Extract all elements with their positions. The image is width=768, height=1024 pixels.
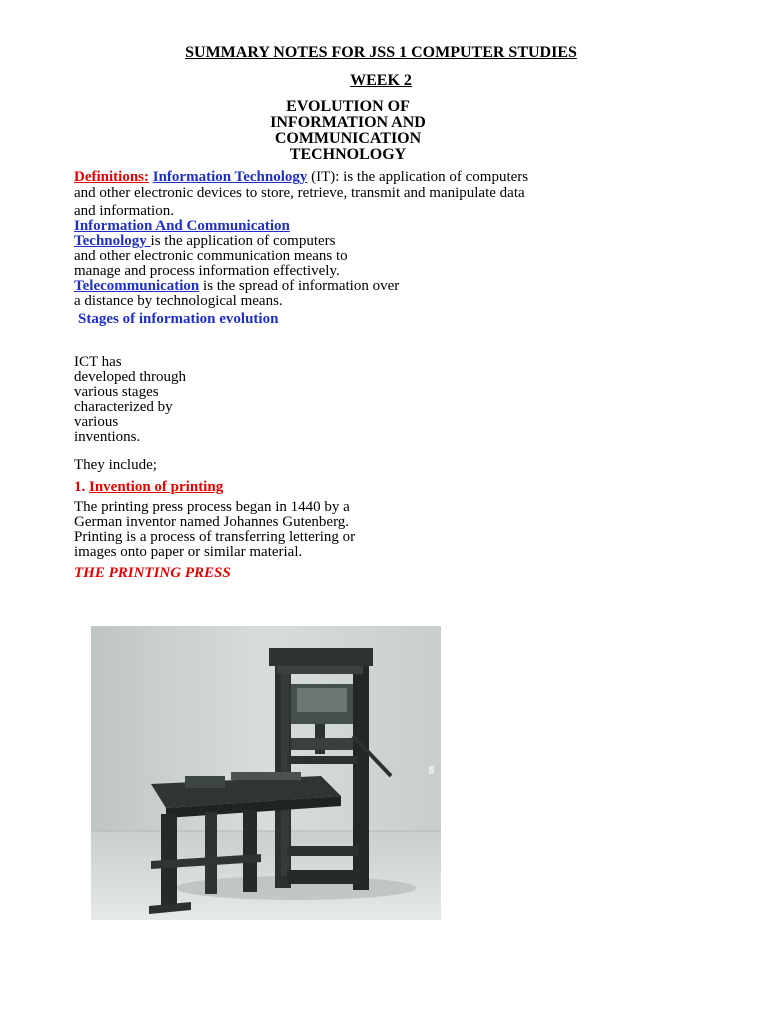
printing-line: The printing press process began in 1440 by a [74, 499, 350, 515]
printing-paragraph [74, 500, 355, 560]
printing-caption: THE PRINTING PRESS [74, 565, 231, 581]
intro-line: ICT has [74, 354, 122, 370]
printing-number: 1. [74, 479, 86, 495]
ict-definition-line: and other electronic communication means to [74, 248, 348, 264]
telecom-definition [74, 279, 399, 294]
definitions-label: Definitions: [74, 169, 149, 185]
it-definition-line: and information. [74, 203, 174, 219]
week-label: WEEK 2 [350, 72, 412, 89]
telecom-term-link[interactable]: Telecommunication [74, 278, 200, 294]
intro-line: characterized by [74, 399, 173, 415]
it-term-link[interactable]: Information Technology [152, 169, 308, 185]
topic-line: EVOLUTION OF [286, 98, 410, 115]
it-definition-line: and other electronic devices to store, retrieve, transmit and manipulate data [74, 185, 525, 201]
ict-definition-text: is the application of computers [150, 233, 336, 249]
printing-heading-link[interactable]: Invention of printing [89, 479, 224, 495]
ict-definition [74, 234, 336, 249]
definition-it [74, 170, 528, 185]
printing-line: Printing is a process of transferring lettering or [74, 529, 356, 545]
topic-heading [248, 99, 448, 163]
printing-heading [74, 480, 223, 495]
intro-line: various [74, 414, 119, 430]
stages-intro [74, 355, 186, 445]
topic-line: INFORMATION AND [270, 114, 426, 131]
ict-term-link[interactable]: Information And Communication [74, 218, 290, 234]
printing-line: German inventor named Johannes Gutenberg. [74, 514, 350, 530]
ict-term-link[interactable]: Technology [74, 233, 151, 249]
printing-press-image [91, 626, 441, 920]
ict-definition-line: manage and process information effectively. [74, 263, 340, 279]
intro-line: inventions. [74, 429, 141, 445]
intro-line: developed through [74, 369, 187, 385]
page-title: SUMMARY NOTES FOR JSS 1 COMPUTER STUDIES [185, 44, 577, 61]
it-definition-text: (IT): is the application of computers [307, 169, 529, 185]
telecom-definition-text: is the spread of information over [199, 278, 400, 294]
they-include: They include; [74, 457, 157, 473]
topic-line: TECHNOLOGY [289, 146, 407, 163]
telecom-definition-line: a distance by technological means. [74, 293, 283, 309]
stages-heading: Stages of information evolution [78, 311, 279, 327]
topic-line: COMMUNICATION [274, 130, 422, 147]
intro-line: various stages [74, 384, 159, 400]
printing-line: images onto paper or similar material. [74, 544, 303, 560]
